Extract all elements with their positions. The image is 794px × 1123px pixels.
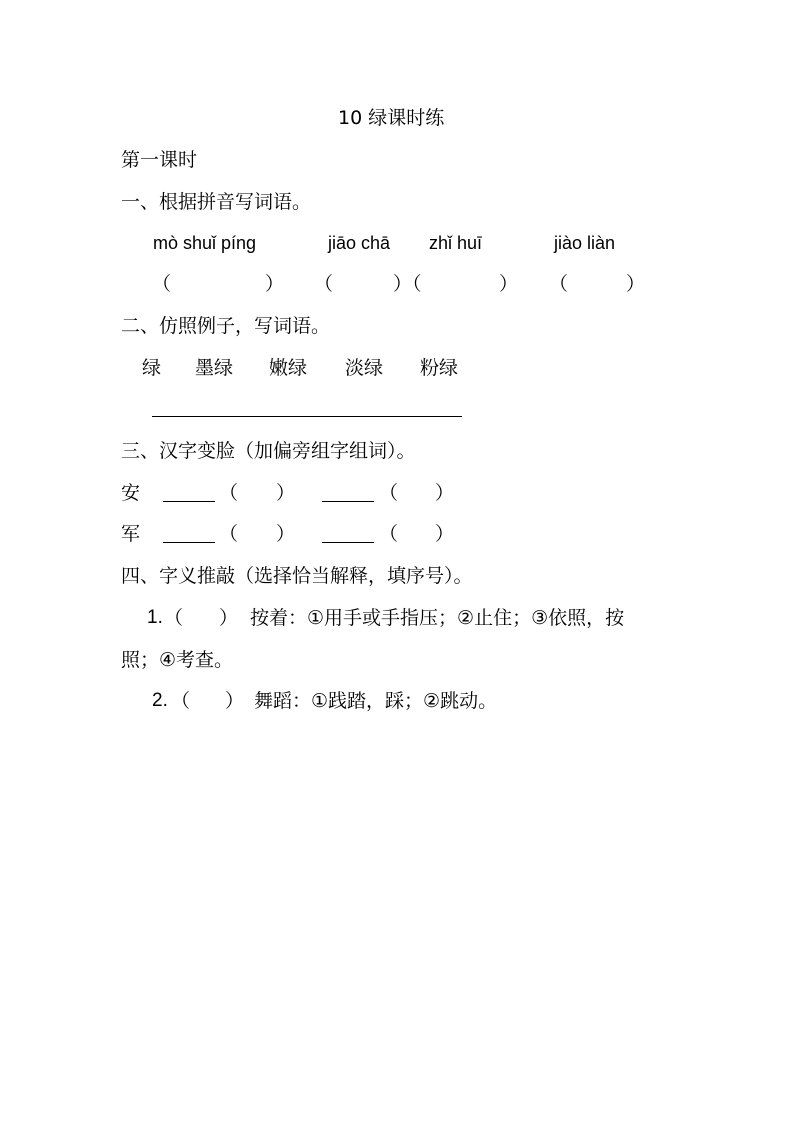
answer-paren-open: （ bbox=[379, 482, 399, 504]
answer-paren-open: （ bbox=[314, 273, 334, 295]
fill-blank[interactable] bbox=[322, 542, 374, 543]
base-char: 安 bbox=[121, 482, 141, 504]
pinyin-4: jiào liàn bbox=[554, 233, 616, 253]
item-number: 2. bbox=[152, 690, 168, 711]
example-word: 嫩绿 bbox=[269, 357, 308, 379]
q3-heading: 三、汉字变脸（加偏旁组字组词）。 bbox=[121, 440, 416, 462]
answer-line[interactable] bbox=[152, 416, 462, 417]
fill-blank[interactable] bbox=[322, 501, 374, 502]
lesson-label: 第一课时 bbox=[121, 149, 198, 171]
answer-paren-close-open: ）（ bbox=[393, 273, 422, 295]
answer-paren-close: ） bbox=[626, 273, 646, 295]
answer-paren-open: （ bbox=[219, 523, 239, 545]
answer-paren-close: ） bbox=[276, 482, 296, 504]
answer-paren-close: ） bbox=[265, 273, 285, 295]
q2-heading: 二、仿照例子，写词语。 bbox=[121, 315, 331, 337]
answer-paren-open: （ bbox=[152, 273, 172, 295]
answer-paren-close: ） bbox=[276, 523, 296, 545]
example-word: 绿 bbox=[142, 357, 162, 379]
definition-text: 舞蹈：①践踏，踩；②跳动。 bbox=[254, 690, 498, 712]
pinyin-1: mò shuǐ píng bbox=[153, 233, 257, 253]
answer-paren-open: （ bbox=[171, 690, 191, 712]
base-char: 军 bbox=[121, 523, 141, 545]
pinyin-2: jiāo chā bbox=[328, 233, 391, 253]
answer-paren-close: ） bbox=[499, 273, 519, 295]
answer-paren-close: ） bbox=[225, 690, 245, 712]
fill-blank[interactable] bbox=[163, 501, 215, 502]
definition-text: 按着：①用手或手指压；②止住；③依照，按 bbox=[250, 607, 625, 629]
example-word: 墨绿 bbox=[195, 357, 234, 379]
answer-paren-open: （ bbox=[549, 273, 569, 295]
example-word: 粉绿 bbox=[420, 357, 459, 379]
page-title: 10 绿课时练 bbox=[338, 107, 445, 129]
q1-heading: 一、根据拼音写词语。 bbox=[121, 191, 312, 213]
answer-paren-open: （ bbox=[379, 523, 399, 545]
example-word: 淡绿 bbox=[345, 357, 384, 379]
fill-blank[interactable] bbox=[163, 542, 215, 543]
answer-paren-open: （ bbox=[164, 607, 184, 629]
answer-paren-open: （ bbox=[219, 482, 239, 504]
answer-paren-close: ） bbox=[219, 607, 239, 629]
answer-paren-close: ） bbox=[435, 523, 455, 545]
pinyin-3: zhǐ huī bbox=[429, 233, 483, 253]
q4-heading: 四、字义推敲（选择恰当解释，填序号）。 bbox=[121, 565, 473, 587]
definition-text-cont: 照；④考查。 bbox=[121, 649, 234, 671]
answer-paren-close: ） bbox=[435, 482, 455, 504]
item-number: 1. bbox=[147, 607, 163, 628]
